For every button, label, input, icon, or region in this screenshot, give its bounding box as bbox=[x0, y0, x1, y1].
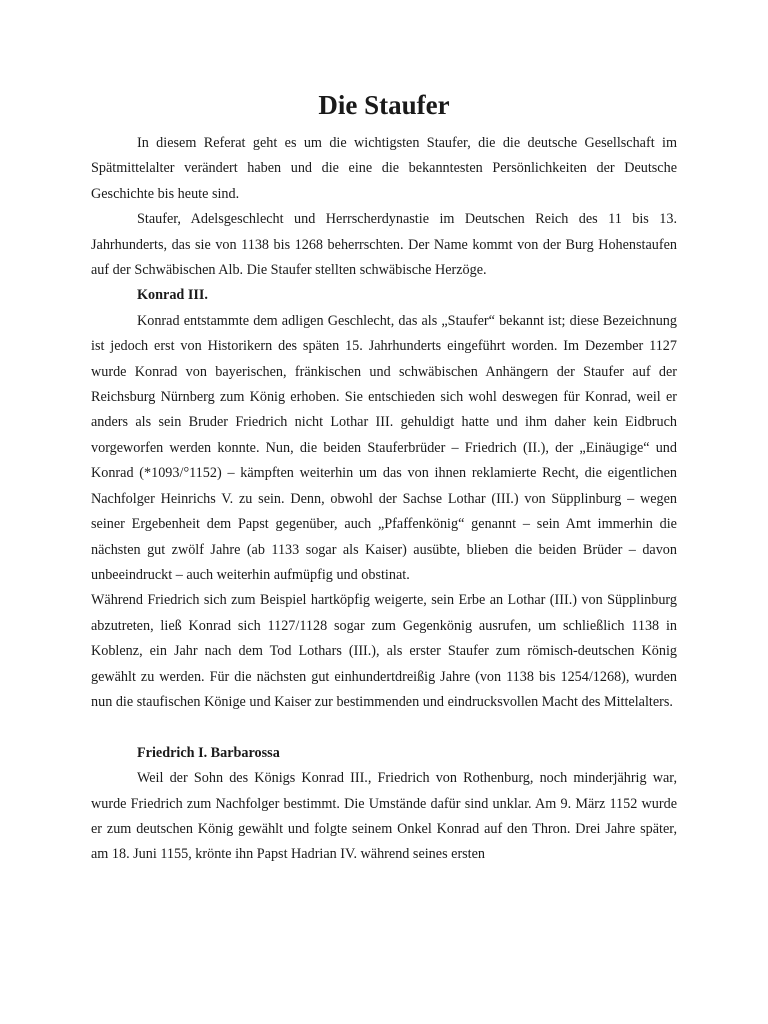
section-paragraph: Weil der Sohn des Königs Konrad III., Friedrich von Rothenburg, noch minderjährig war, wurde Friedrich zum Nachfolger bestimmt. Die Umstände dafür sind unklar. Am 9. März 1152 wurde er zum deutschen König gewählt und folgte seinem Onkel Konrad auf den Thron. Drei Jahre später, am 18. Juni 1155, krönte ihn Papst Hadrian IV. während seines ersten bbox=[91, 770, 677, 863]
intro-paragraph: Staufer, Adelsgeschlecht und Herrscherdynastie im Deutschen Reich des 11 bis 13. Jahrhunderts, das sie von 1138 bis 1268 beherrschten. Der Name kommt von der Burg Hohenstaufen auf der Schwäbischen Alb. Die Staufer stellten schwäbische Herzöge. bbox=[91, 211, 677, 279]
intro-paragraph: In diesem Referat geht es um die wichtigsten Staufer, die die deutsche Gesellschaft im Spätmittelalter verändert haben und die eine die bekanntesten Persönlichkeiten der Deutsche Geschichte bis heute sind. bbox=[91, 135, 677, 202]
section-spacer bbox=[91, 715, 677, 740]
section-heading-konrad: Konrad III. bbox=[137, 287, 208, 304]
section-paragraph: Während Friedrich sich zum Beispiel hartköpfig weigerte, sein Erbe an Lothar (III.) von Süpplinburg abzutreten, ließ Konrad sich 1127/1128 sogar zum Gegenkönig ausrufen, um schließlich 1138 in Koblenz, ein Jahr nach dem Tod Lothars (III.), als erster Staufer zum römisch-deutschen König gewählt zu werden. Für die nächsten gut einhundertdreißig Jahre (von 1138 bis 1254/1268), wurden nun die staufischen Könige und Kaiser zur bestimmenden und eindrucksvollen Macht des Mittelalters. bbox=[91, 592, 677, 710]
section-paragraph: Konrad entstammte dem adligen Geschlecht, das als „Staufer“ bekannt ist; diese Bezeichnung ist jedoch erst von Historikern des späten 15. Jahrhunderts eingeführt worden. Im Dezember 1127 wurde Konrad von bayerischen, fränkischen und schwäbischen Anhängern der Staufer auf der Reichsburg Nürnberg zum König erhoben. Sie entschieden sich wohl deswegen für Konrad, weil er anders als sein Bruder Friedrich nicht Lothar III. gehuldigt hatte und ihm daher kein Eidbruch vorgeworfen werden konnte. Nun, die beiden Stauferbrüder – Friedrich (II.), der „Einäugige“ und Konrad (*1093/°1152) – kämpften weiterhin um das von ihnen reklamierte Recht, die eigentlichen Nachfolger Heinrichs V. zu sein. Denn, obwohl der Sachse Lothar (III.) von Süpplinburg – wegen seiner Ergebenheit dem Papst gegenüber, auch „Pfaffenkönig“ genannt – sein Amt immerhin die nächsten gut zwölf Jahre (ab 1133 sogar als Kaiser) ausübte, blieben die beiden Brüder – davon unbeeindruckt – auch weiterhin aufmüpfig und obstinat. bbox=[91, 312, 677, 583]
section-heading-friedrich: Friedrich I. Barbarossa bbox=[137, 744, 280, 761]
page-title: Die Staufer bbox=[318, 90, 450, 120]
document-body bbox=[91, 131, 677, 868]
